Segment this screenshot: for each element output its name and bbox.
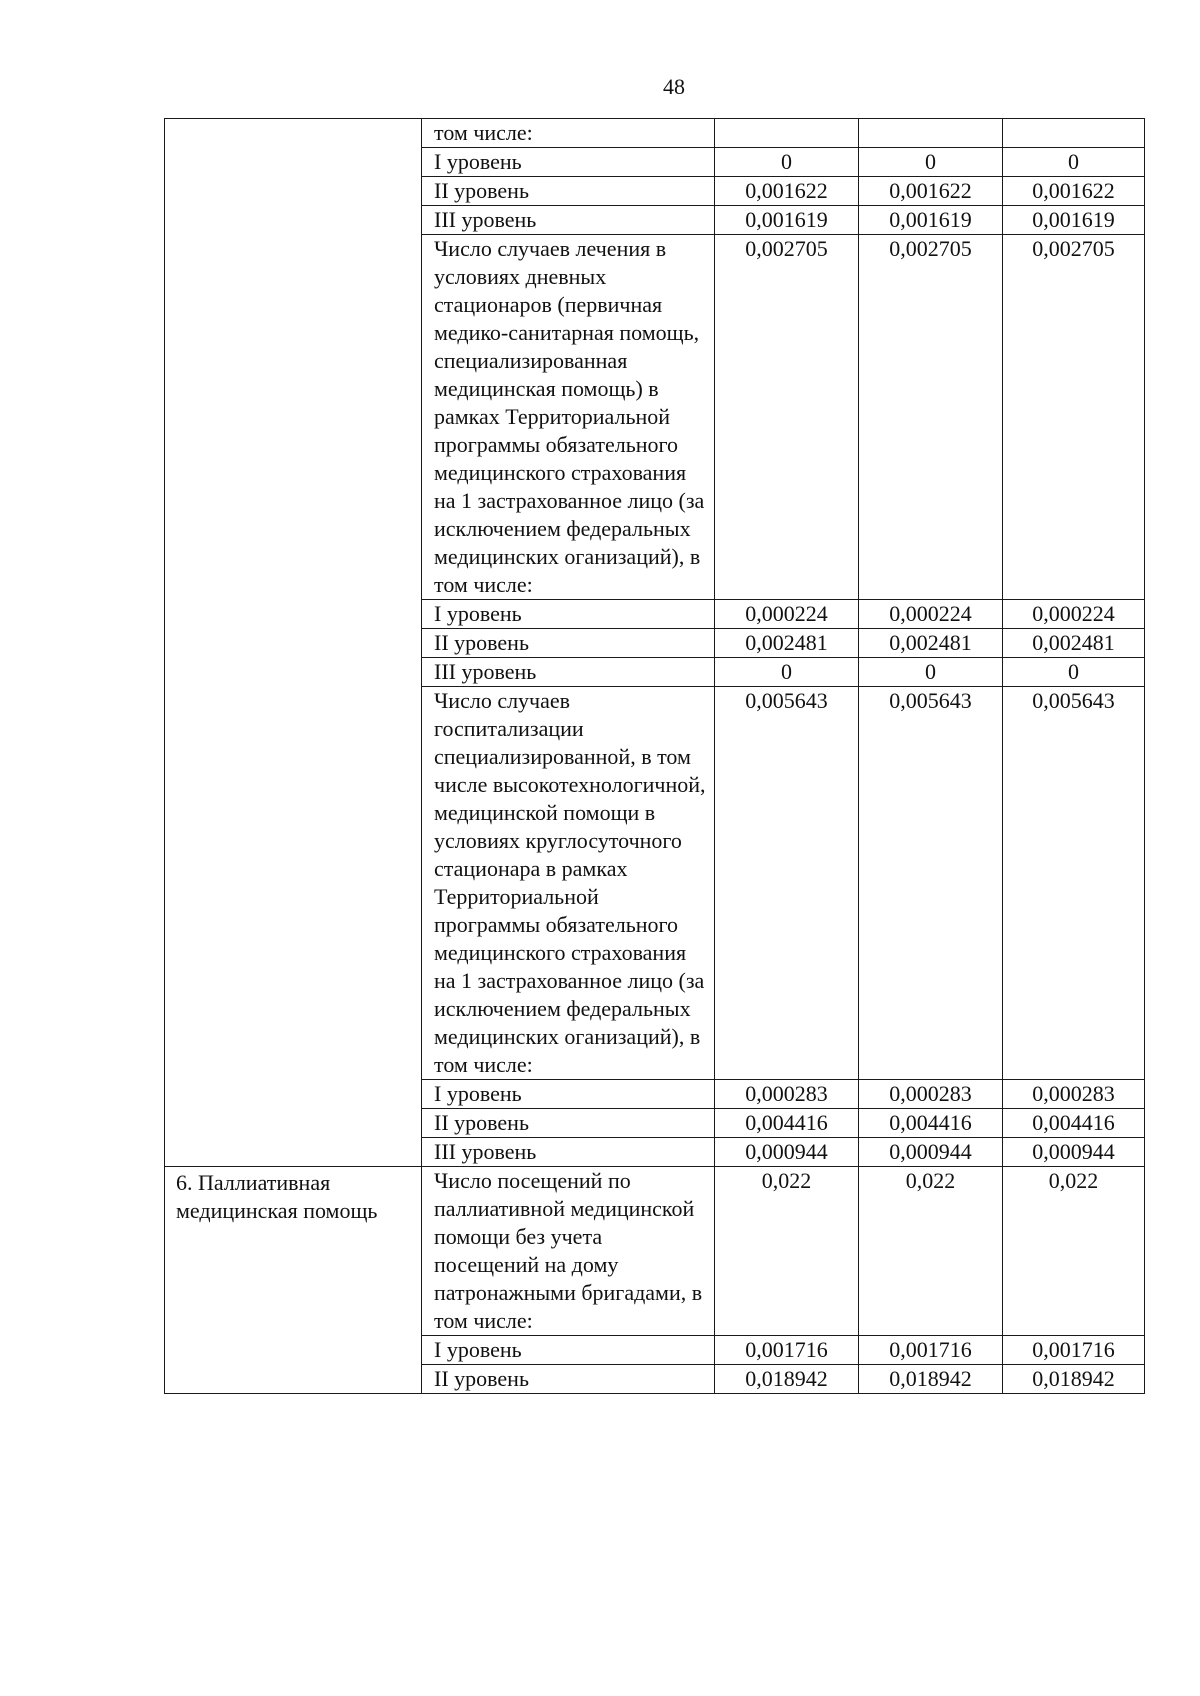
value-cell-1: 0,001619 [715,206,859,235]
table-row [165,119,1145,148]
value-cell-1: 0,002481 [715,629,859,658]
value-cell-2: 0,018942 [859,1365,1003,1394]
value-cell-1: 0,005643 [715,687,859,1080]
indicator-cell: Число случаев госпитализации специализированной, в том числе высокотехнологичной, медицинской помощи в условиях круглосуточного стационара в рамках Территориальной программы обязательного медицинского страхования на 1 застрахованное лицо (за исключением федеральных медицинских оганизаций), в том числе: [422,687,715,1080]
section-label-cell: 6. Паллиативная медицинская помощь [165,1167,422,1394]
value-cell-2 [859,119,1003,148]
value-cell-3: 0,001716 [1003,1336,1145,1365]
value-cell-3: 0 [1003,658,1145,687]
indicator-cell: I уровень [422,1336,715,1365]
indicator-cell: II уровень [422,1365,715,1394]
value-cell-3: 0 [1003,148,1145,177]
value-cell-2: 0,002481 [859,629,1003,658]
page-number: 48 [663,74,685,99]
value-cell-1: 0,000224 [715,600,859,629]
value-cell-3: 0,001619 [1003,206,1145,235]
value-cell-3: 0,001622 [1003,177,1145,206]
value-cell-1: 0 [715,148,859,177]
value-cell-2: 0 [859,148,1003,177]
value-cell-1: 0,001716 [715,1336,859,1365]
value-cell-3: 0,000944 [1003,1138,1145,1167]
indicator-cell: II уровень [422,177,715,206]
value-cell-1: 0,001622 [715,177,859,206]
value-cell-2: 0,001622 [859,177,1003,206]
indicator-cell: Число случаев лечения в условиях дневных стационаров (первичная медико-санитарная помощь, специализированная медицинская помощь) в рамках Территориальной программы обязательного медицинского страхования на 1 застрахованное лицо (за исключением федеральных медицинских оганизаций), в том числе: [422,235,715,600]
value-cell-3: 0,005643 [1003,687,1145,1080]
value-cell-2: 0,001716 [859,1336,1003,1365]
value-cell-2: 0,000944 [859,1138,1003,1167]
value-cell-1: 0 [715,658,859,687]
table-row [165,1167,1145,1336]
value-cell-3: 0,004416 [1003,1109,1145,1138]
value-cell-1: 0,002705 [715,235,859,600]
value-cell-2: 0,005643 [859,687,1003,1080]
indicator-cell: Число посещений по паллиативной медицинской помощи без учета посещений на дому патронажными бригадами, в том числе: [422,1167,715,1336]
value-cell-2: 0,002705 [859,235,1003,600]
value-cell-2: 0,004416 [859,1109,1003,1138]
indicator-cell: том числе: [422,119,715,148]
value-cell-2: 0,000224 [859,600,1003,629]
section-label-cell [165,119,422,1167]
table-body [165,119,1145,1394]
indicator-cell: III уровень [422,1138,715,1167]
indicator-cell: II уровень [422,1109,715,1138]
value-cell-3 [1003,119,1145,148]
value-cell-3: 0,002481 [1003,629,1145,658]
value-cell-2: 0 [859,658,1003,687]
value-cell-1: 0,022 [715,1167,859,1336]
value-cell-3: 0,002705 [1003,235,1145,600]
value-cell-2: 0,001619 [859,206,1003,235]
value-cell-1 [715,119,859,148]
indicator-cell: I уровень [422,148,715,177]
value-cell-1: 0,018942 [715,1365,859,1394]
value-cell-1: 0,000944 [715,1138,859,1167]
indicator-cell: II уровень [422,629,715,658]
indicator-cell: I уровень [422,600,715,629]
indicator-cell: III уровень [422,206,715,235]
value-cell-3: 0,018942 [1003,1365,1145,1394]
indicator-cell: III уровень [422,658,715,687]
value-cell-1: 0,000283 [715,1080,859,1109]
value-cell-2: 0,022 [859,1167,1003,1336]
value-cell-3: 0,000224 [1003,600,1145,629]
value-cell-3: 0,000283 [1003,1080,1145,1109]
value-cell-3: 0,022 [1003,1167,1145,1336]
indicators-table [164,118,1145,1394]
value-cell-2: 0,000283 [859,1080,1003,1109]
indicator-cell: I уровень [422,1080,715,1109]
value-cell-1: 0,004416 [715,1109,859,1138]
